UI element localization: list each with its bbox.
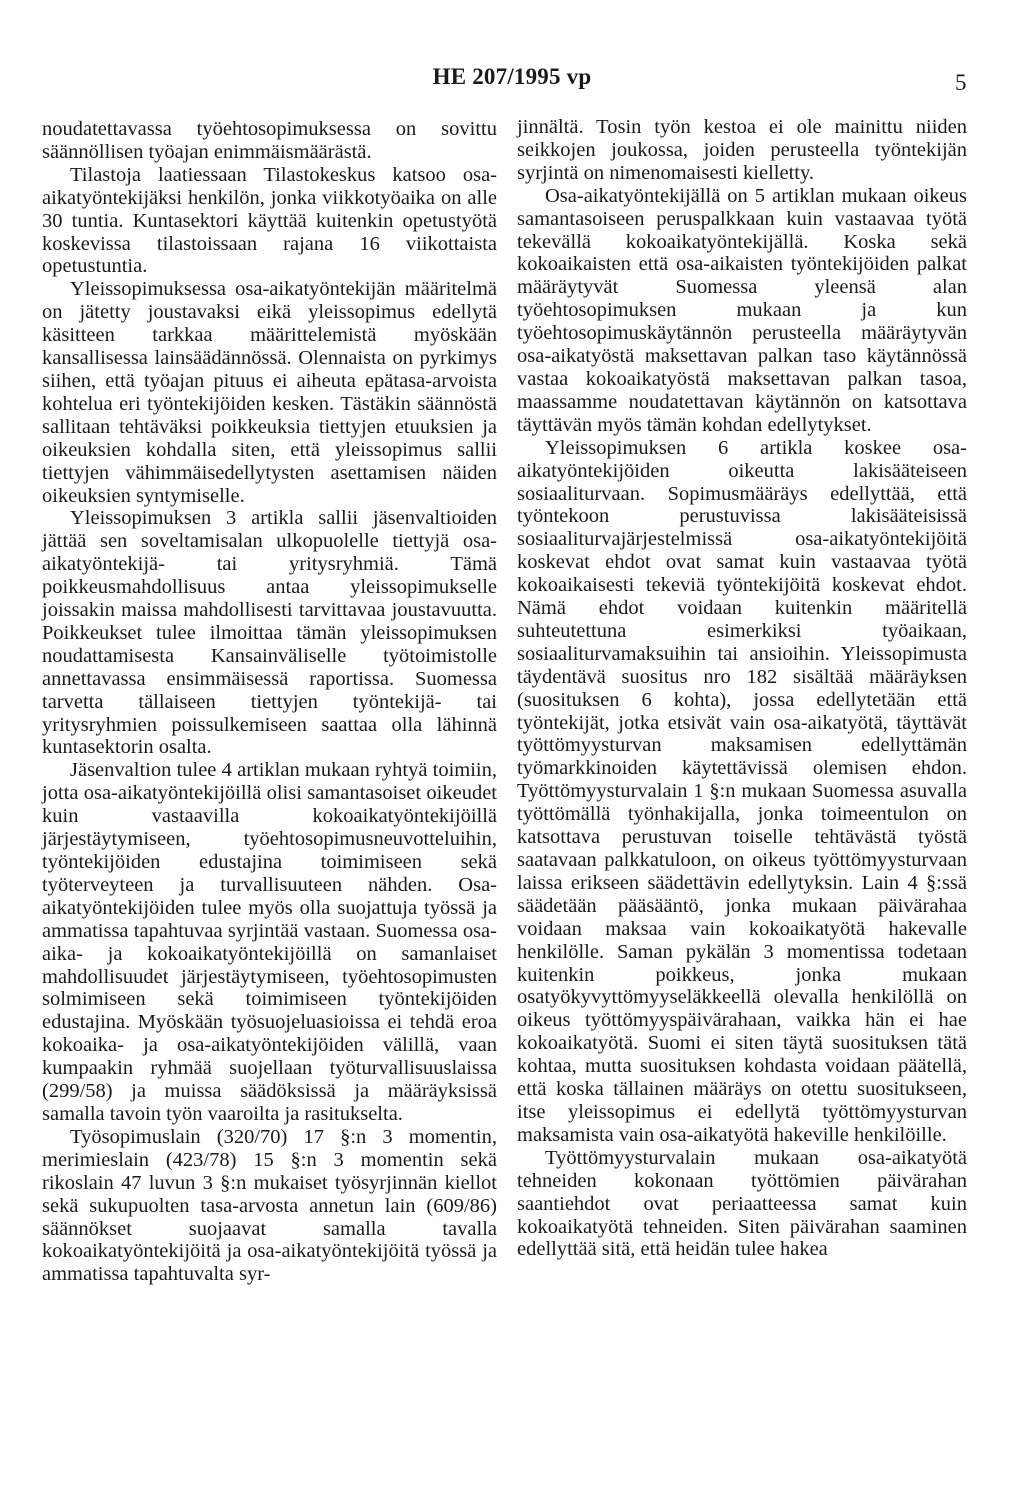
paragraph: Yleissopimuksessa osa-aikatyöntekijän määritelmä on jätetty joustavaksi eikä yleissopimus edellytä käsitteen tarkkaa määrittelemistä myöskään kansallisessa lainsäädännössä. Olennaista on pyrkimys siihen, että työajan pituus ei aiheuta epätasa-arvoista kohtelua eri työntekijöiden kesken. Tästäkin säännöstä sallitaan tehtäväksi poikkeuksia tiettyjen etuuksien ja oikeuksien kohdalla siten, että yleissopimus sallii tiettyjen vähimmäisedellytysten asettamisen näiden oikeuksien syntymiselle. (42, 278, 497, 507)
paragraph: jinnältä. Tosin työn kestoa ei ole mainittu niiden seikkojen joukossa, joiden perusteella työntekijän syrjintä on nimenomaisesti kielletty. (517, 116, 967, 184)
left-column (42, 118, 497, 1286)
paragraph: Yleissopimuksen 6 artikla koskee osa-aikatyöntekijöiden oikeutta lakisääteiseen sosiaaliturvaan. Sopimusmääräys edellyttää, että työntekoon perustuvissa lakisääteisissä sosiaaliturvajärjestelmissä osa-aikatyöntekijöitä koskevat ehdot ovat samat kuin vastaavaa työtä kokoaikaisesti tekeviä työntekijöitä koskevat ehdot. Nämä ehdot voidaan kuitenkin määritellä suhteutettuna esimerkiksi työaikaan, sosiaaliturvamaksuihin tai ansioihin. Yleissopimusta täydentävä suositus nro 182 sisältää määräyksen (suosituksen 6 kohta), jossa edellytetään että työntekijät, jotka etsivät vain osa-aikatyötä, täyttävät työttömyysturvan maksamisen edellyttämän työmarkkinoiden käytettävissä olemisen ehdon. Työttömyysturvalain 1 §:n mukaan Suomessa asuvalla työttömällä työnhakijalla, jonka toimeentulon on katsottava perustuvan toiselle tehtävästä työstä saatavaan palkkatuloon, on oikeus työttömyysturvaan laissa erikseen säädettävin edellytyksin. Lain 4 §:ssä säädetään pääsääntö, jonka mukaan päivärahaa voidaan maksaa vain kokoaikatyötä hakevalle henkilölle. Saman pykälän 3 momentissa todetaan kuitenkin poikkeus, jonka mukaan osatyökyvyttömyyseläkkeellä olevalla henkilöllä on oikeus työttömyyspäivärahaan, vaikka hän ei hae kokoaikatyötä. Suomi ei siten täytä suosituksen tätä kohtaa, mutta suosituksen kohdasta voidaan päätellä, että koska tällainen määräys on otettu suositukseen, itse yleissopimus ei edellytä työttömyysturvan maksamista vain osa-aikatyötä hakeville henkilöille. (517, 436, 967, 1146)
page-number: 5 (955, 70, 967, 95)
paragraph: Jäsenvaltion tulee 4 artiklan mukaan ryhtyä toimiin, jotta osa-aikatyöntekijöillä olisi samantasoiset oikeudet kuin vastaavilla kokoaikatyöntekijöillä järjestäytymiseen, työehtosopimusneuvotteluihin, työntekijöiden edustajina toimimiseen sekä työterveyteen ja turvallisuuteen nähden. Osa-aikatyöntekijöiden tulee myös olla suojattuja työssä ja ammatissa tapahtuvaa syrjintää vastaan. Suomessa osa-aika- ja kokoaikatyöntekijöillä on samanlaiset mahdollisuudet järjestäytymiseen, työehtosopimusten solmimiseen sekä toimimiseen työntekijöiden edustajina. Myöskään työsuojeluasioissa ei tehdä eroa kokoaika- ja osa-aikatyöntekijöiden välillä, vaan kumpaakin ryhmää suojellaan työturvallisuuslaissa (299/58) ja muissa säädöksissä ja määräyksissä samalla tavoin työn vaaroilta ja rasitukselta. (42, 759, 497, 1125)
right-column (517, 116, 967, 1261)
paragraph: Työttömyysturvalain mukaan osa-aikatyötä tehneiden kokonaan työttömien päivärahan saantiehdot ovat periaatteessa samat kuin kokoaikatyötä tehneiden. Siten päivärahan saaminen edellyttää sitä, että heidän tulee hakea (517, 1146, 967, 1261)
paragraph: Työsopimuslain (320/70) 17 §:n 3 momentin, merimieslain (423/78) 15 §:n 3 momentin sekä rikoslain 47 luvun 3 §:n mukaiset työsyrjinnän kiellot sekä sukupuolten tasa-arvosta annetun lain (609/86) säännökset suojaavat samalla tavalla kokoaikatyöntekijöitä ja osa-aikatyöntekijöitä työssä ja ammatissa tapahtuvalta syr- (42, 1125, 497, 1286)
document-header-title: HE 207/1995 vp (432, 64, 592, 89)
paragraph: Yleissopimuksen 3 artikla sallii jäsenvaltioiden jättää sen soveltamisalan ulkopuolelle tiettyjä osa-aikatyöntekijä- tai yritysryhmiä. Tämä poikkeusmahdollisuus antaa yleissopimukselle joissakin maissa mahdollisesti tarvittavaa joustavuutta. Poikkeukset tulee ilmoittaa tämän yleissopimuksen noudattamisesta Kansainväliselle työtoimistolle annettavassa ensimmäisessä raportissa. Suomessa tarvetta tällaiseen tiettyjen työntekijä- tai yritysryhmien poissulkemiseen saattaa olla lähinnä kuntasektorin osalta. (42, 507, 497, 759)
paragraph: Osa-aikatyöntekijällä on 5 artiklan mukaan oikeus samantasoiseen peruspalkkaan kuin vastaavaa työtä tekevällä kokoaikatyöntekijällä. Koska sekä kokoaikaisten että osa-aikaisten työntekijöiden palkat määräytyvät Suomessa yleensä alan työehtosopimuksen mukaan ja kun työehtosopimuskäytännön perusteella määräytyvän osa-aikatyöstä maksettavan palkan taso käytännössä vastaa kokoaikatyöstä maksettavan palkan tasoa, maassamme noudatettavan käytännön on katsottava täyttävän myös tämän kohdan edellytykset. (517, 184, 967, 436)
paragraph: noudatettavassa työehtosopimuksessa on sovittu säännöllisen työajan enimmäismäärästä. (42, 118, 497, 163)
paragraph: Tilastoja laatiessaan Tilastokeskus katsoo osa-aikatyöntekijäksi henkilön, jonka viikkotyöaika on alle 30 tuntia. Kuntasektori käyttää kuitenkin opetustyötä koskevissa tilastoissaan rajana 16 viikottaista opetustuntia. (42, 163, 497, 278)
